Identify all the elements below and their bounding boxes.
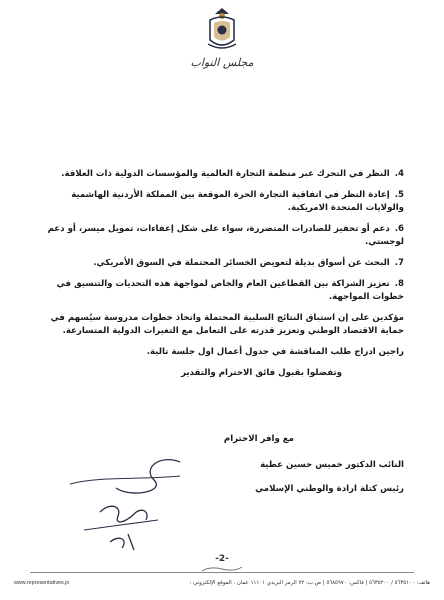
list-item bbox=[34, 168, 404, 181]
royal-crest-icon bbox=[205, 6, 239, 52]
list-item bbox=[34, 257, 404, 270]
item-text: البحث عن أسواق بديلة لتعويض الخسائر المحتملة في السوق الأمريكي. bbox=[93, 258, 390, 268]
item-number: 5. bbox=[394, 190, 404, 200]
signatory-name: النائب الدكتور خميس حسين عطية bbox=[260, 460, 404, 470]
closing-paragraph: مؤكدين على إن استباق النتائج السلبية المحتملة واتخاذ خطوات مدروسة سيُسهم في حماية الاقتصاد الوطني وتعزيز قدرته على التعامل مع التغيرات الدولية المتسارعة. bbox=[50, 313, 404, 336]
item-text: إعادة النظر في اتفاقية التجارة الحرة الموقعة بين المملكة الأردنية الهاشمية والولايات المتحدة الامريكية. bbox=[71, 190, 404, 213]
website-link[interactable]: www.representatives.jo bbox=[14, 580, 70, 586]
item-text: تعزيز الشراكة بين القطاعين العام والخاص لمواجهة هذه التحديات والتنسيق في خطوات المواجهة. bbox=[56, 279, 404, 302]
item-number: 8. bbox=[394, 279, 404, 289]
request-paragraph: راجين ادراج طلب المناقشة في جدول أعمال اول جلسة تالية. bbox=[146, 347, 404, 357]
list-item bbox=[34, 189, 404, 215]
footer bbox=[14, 580, 430, 586]
signatory-title: رئيس كتلة ارادة والوطني الإسلامي bbox=[255, 484, 404, 494]
item-number: 7. bbox=[394, 258, 404, 268]
regards-paragraph: وتفضلوا بقبول فائق الاحترام والتقدير bbox=[180, 368, 342, 378]
item-text: النظر في التحرك عبر منظمة التجارة العالمية والمؤسسات الدولية ذات العلاقة. bbox=[61, 169, 390, 179]
letter-body bbox=[34, 168, 404, 388]
signature-greeting: مع وافر الاحترام bbox=[223, 434, 294, 444]
footer-contact-text: هاتف: ٥٦٣٥١٠٠ / ٥٦٣٥٢٠٠ | فاكس: ٥٦٨٥٩٧٠ | ص.ب: ٧٢ الرمز البريدي ١١١٠١ عمان . الموقع الإلكتروني : bbox=[189, 580, 430, 586]
list-item bbox=[34, 223, 404, 249]
handwritten-signature-icon bbox=[30, 450, 230, 560]
item-number: 6. bbox=[394, 224, 404, 234]
council-logo-icon bbox=[200, 565, 244, 573]
list-item bbox=[34, 278, 404, 304]
item-text: دعم أو تحفيز للصادرات المتضررة، سواء على شكل إعفاءات، تمويل ميسر، أو دعم لوجستي. bbox=[47, 224, 404, 247]
page-number: -2- bbox=[215, 554, 229, 564]
council-name: مجلس النواب bbox=[190, 56, 254, 69]
item-number: 4. bbox=[394, 169, 404, 179]
